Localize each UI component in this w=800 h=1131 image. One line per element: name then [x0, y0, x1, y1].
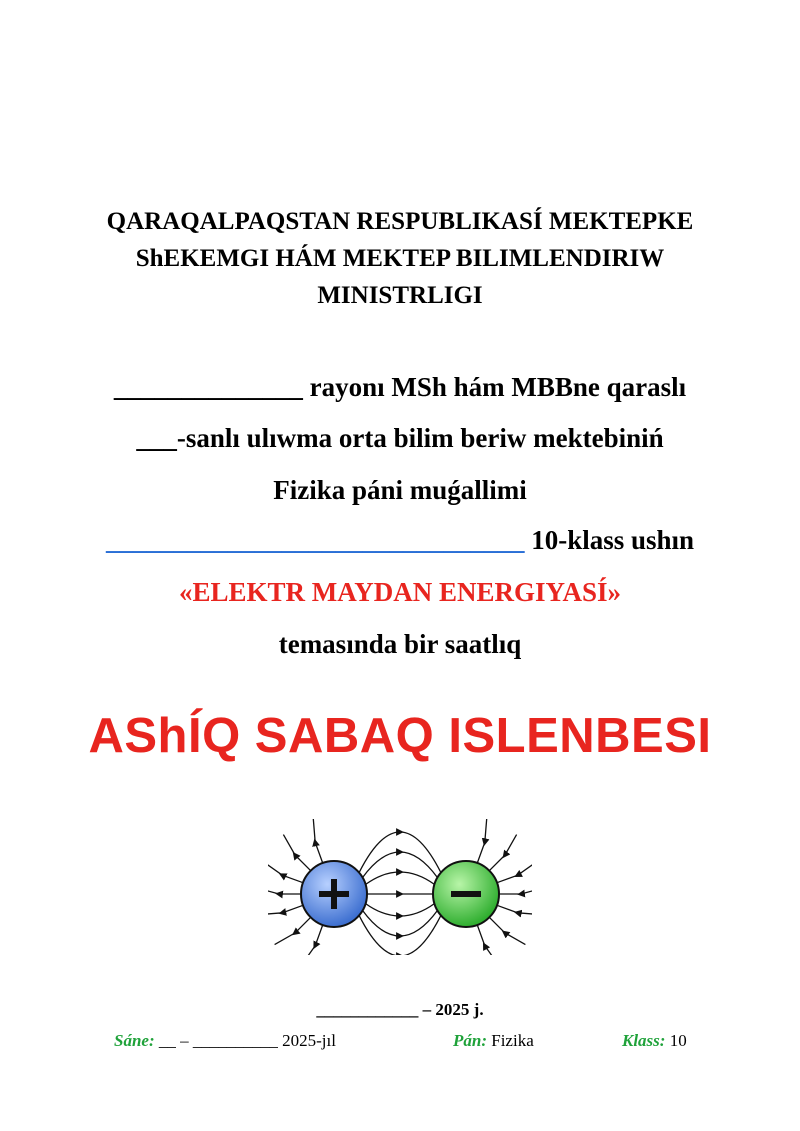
- class-text: 10-klass ushın: [524, 525, 695, 555]
- field-ray: [275, 917, 311, 944]
- field-line: [366, 904, 435, 916]
- footer-subject: [453, 1031, 534, 1051]
- footer-class: [622, 1031, 687, 1051]
- field-ray: [268, 862, 303, 883]
- field-ray: [477, 925, 498, 955]
- field-line: [363, 911, 438, 937]
- lesson-topic-suffix: temasında bir saatlıq: [278, 629, 522, 659]
- class-value: 10: [665, 1031, 687, 1050]
- teacher-line: Fizika páni muǵallimi: [273, 475, 527, 505]
- electric-field-diagram: [268, 819, 532, 955]
- field-ray: [268, 888, 301, 894]
- field-ray: [497, 862, 532, 883]
- document-title: AShÍQ SABAQ ISLENBESI: [88, 709, 712, 763]
- date-value: __ – __________ 2025-jıl: [154, 1031, 336, 1050]
- teacher-name-line: [0, 525, 800, 556]
- field-ray: [489, 917, 525, 944]
- date-label: Sáne:: [114, 1031, 155, 1050]
- field-ray: [489, 835, 516, 871]
- field-ray: [477, 819, 486, 863]
- school-number-line: [0, 423, 800, 454]
- lesson-topic: «ELEKTR MAYDAN ENERGIYASÍ»: [178, 577, 622, 607]
- field-ray: [313, 819, 322, 863]
- field-ray: [283, 835, 310, 871]
- ministry-heading: [0, 203, 800, 314]
- ministry-line-1: QARAQALPAQSTAN RESPUBLIKASÍ MEKTEPKE: [106, 208, 694, 235]
- school-number-blank[interactable]: ___: [136, 423, 177, 453]
- field-line: [363, 852, 438, 878]
- teacher-name-blank[interactable]: _______________________________: [105, 525, 525, 555]
- subject-label: Pán:: [453, 1031, 487, 1050]
- year-line: ____________ – 2025 j.: [316, 1000, 484, 1019]
- district-line: [0, 372, 800, 403]
- ministry-line-2: ShEKEMGI HÁM MEKTEP BILIMLENDIRIW: [135, 245, 665, 272]
- field-ray: [497, 905, 532, 914]
- field-line: [366, 872, 435, 884]
- field-ray: [499, 888, 532, 894]
- footer-date: [114, 1031, 336, 1051]
- school-number-text: -sanlı ulıwma orta bilim beriw mektebiniń: [176, 423, 664, 453]
- minus-icon: [451, 891, 481, 897]
- field-ray: [268, 905, 303, 914]
- field-ray: [302, 925, 323, 955]
- ministry-line-3: MINISTRLIGI: [317, 282, 483, 309]
- district-text: rayonı MSh hám MBBne qaraslı: [302, 372, 687, 402]
- subject-value: Fizika: [487, 1031, 534, 1050]
- class-label: Klass:: [622, 1031, 666, 1050]
- district-blank[interactable]: ______________: [113, 372, 303, 402]
